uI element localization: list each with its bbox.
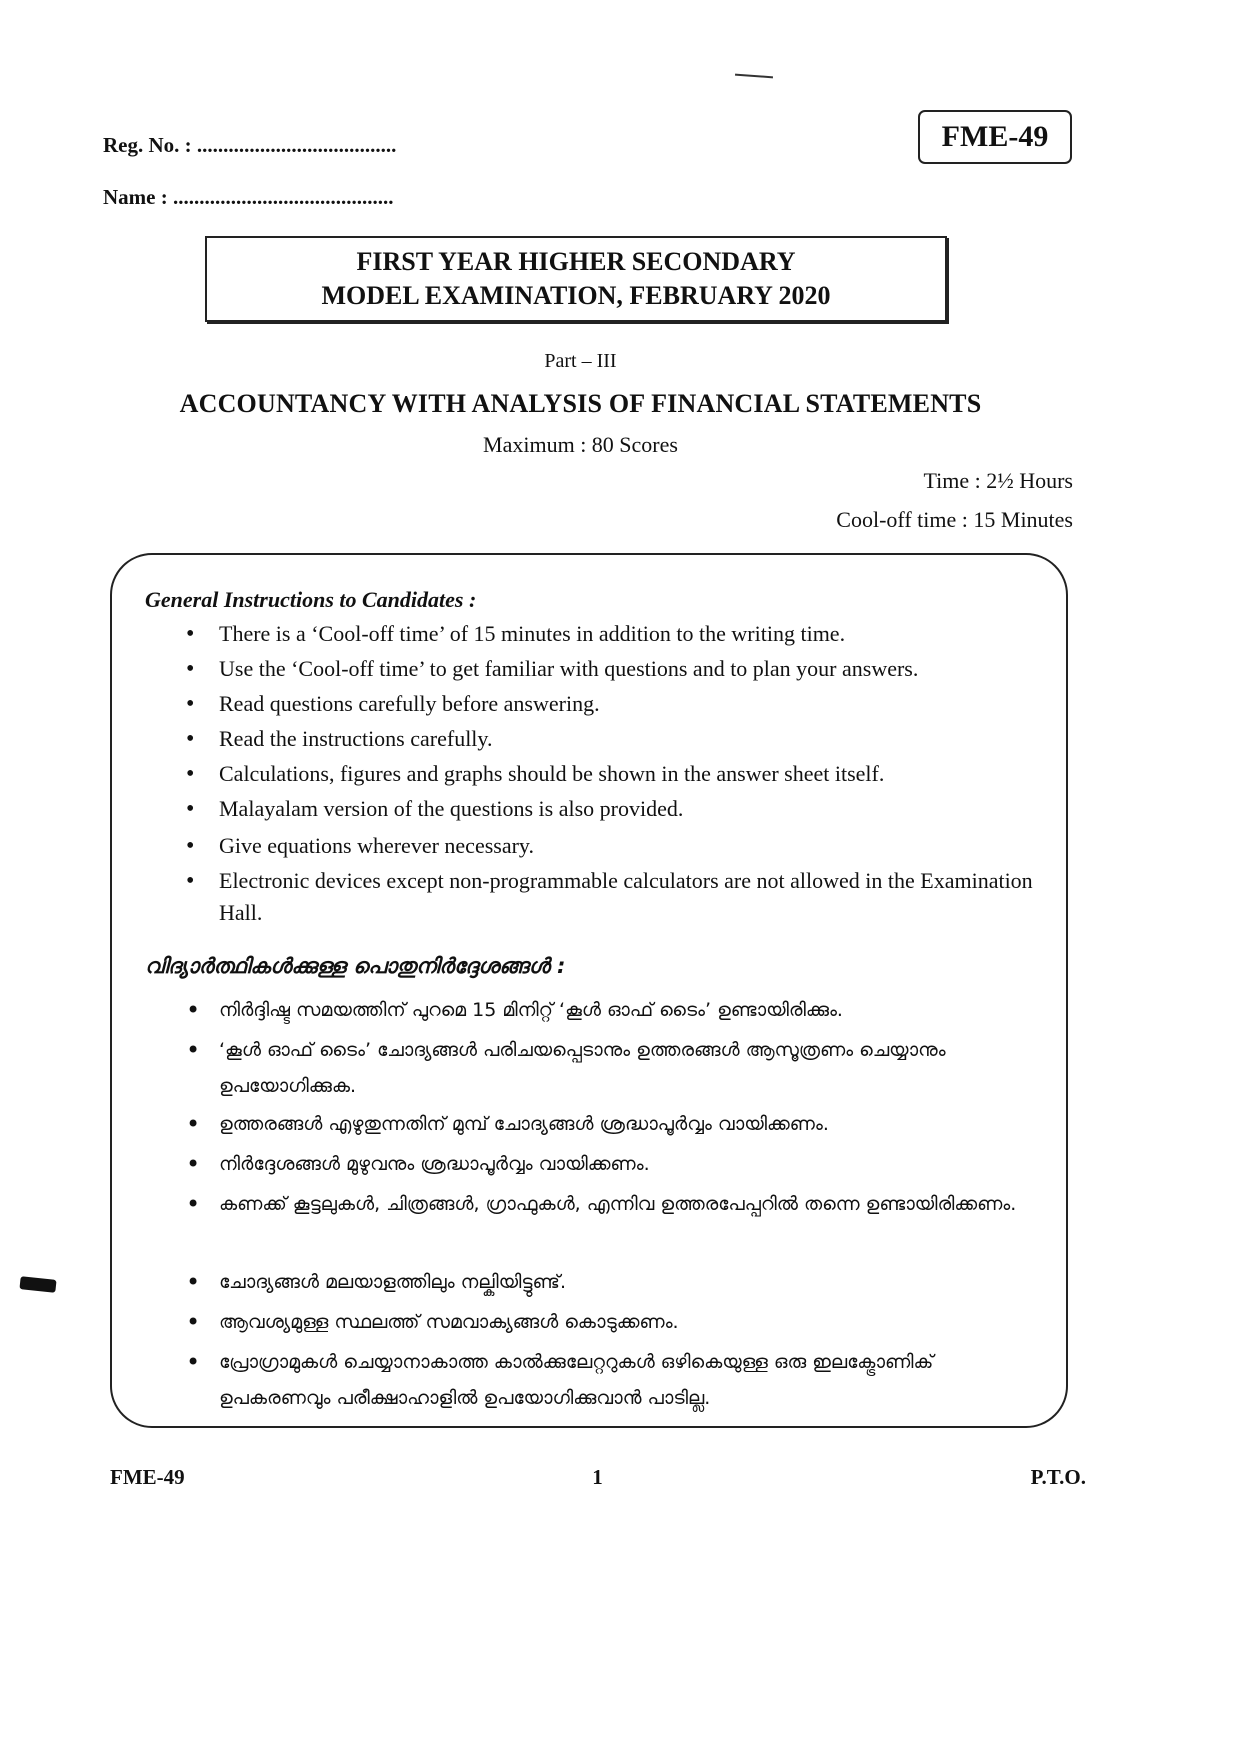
subject-title: ACCOUNTANCY WITH ANALYSIS OF FINANCIAL STATEMENTS (179, 389, 982, 418)
cool-off-time: Cool-off time : 15 Minutes (836, 507, 1073, 532)
please-turn-over: P.T.O. (1030, 1465, 1086, 1489)
time-duration: Time : 2½ Hours (923, 468, 1073, 493)
malayalam-instruction-item: • കണക്ക് കൂട്ടലുകൾ, ചിത്രങ്ങൾ, ഗ്രാഫുകൾ, എന്നിവ ഉത്തരപേപ്പറിൽ തന്നെ ഉണ്ടായിരിക്കണം. (219, 1186, 1039, 1222)
scan-artifact-mark (19, 1276, 56, 1293)
instruction-item: • Electronic devices except non-programmable calculators are not allowed in the Examination Hall. (219, 865, 1039, 929)
instruction-item: • Malayalam version of the questions is also provided. (219, 793, 1039, 825)
malayalam-instruction-item: • പ്രോഗ്രാമുകൾ ചെയ്യാനാകാത്ത കാൽക്കുലേറ്ററുകൾ ഒഴികെയുള്ള ഒരു ഇലക്ട്രോണിക് ഉപകരണവും പരീക്ഷാഹാളിൽ ഉപയോഗിക്കുവാൻ പാടില്ല. (219, 1344, 1039, 1416)
instruction-item: • Give equations wherever necessary. (219, 830, 1039, 862)
instructions-heading: General Instructions to Candidates : (145, 587, 477, 612)
name-field: Name : .......................................... (103, 185, 394, 209)
malayalam-instruction-item: • ചോദ്യങ്ങൾ മലയാളത്തിലും നല്കിയിട്ടുണ്ട്. (219, 1264, 1039, 1300)
part-label: Part – III (544, 350, 617, 372)
footer-paper-code: FME-49 (110, 1465, 185, 1489)
instruction-item: • There is a ‘Cool-off time’ of 15 minutes in addition to the writing time. (219, 618, 1039, 650)
exam-title-line2: MODEL EXAMINATION, FEBRUARY 2020 (321, 281, 831, 310)
instruction-item: • Read questions carefully before answering. (219, 688, 1039, 720)
exam-title-line1: FIRST YEAR HIGHER SECONDARY (356, 247, 796, 276)
malayalam-instruction-item: • ഉത്തരങ്ങൾ എഴുതുന്നതിന് മുമ്പ് ചോദ്യങ്ങൾ ശ്രദ്ധാപൂർവ്വം വായിക്കണം. (219, 1106, 1039, 1142)
paper-code-badge: FME-49 (918, 110, 1072, 164)
instruction-item: • Calculations, figures and graphs should be shown in the answer sheet itself. (219, 758, 1039, 790)
maximum-scores: Maximum : 80 Scores (483, 432, 678, 457)
malayalam-instruction-item: • നിർദ്ദിഷ്ട സമയത്തിന് പുറമെ 15 മിനിറ്റ് ‘കൂൾ ഓഫ് ടൈം’ ഉണ്ടായിരിക്കും. (219, 992, 1039, 1028)
malayalam-instruction-item: • നിർദ്ദേശങ്ങൾ മുഴുവനും ശ്രദ്ധാപൂർവ്വം വായിക്കണം. (219, 1146, 1039, 1182)
page-number: 1 (592, 1465, 603, 1489)
malayalam-instruction-item: • ആവശ്യമുള്ള സ്ഥലത്ത് സമവാക്യങ്ങൾ കൊടുക്കണം. (219, 1304, 1039, 1340)
instruction-item: • Use the ‘Cool-off time’ to get familiar with questions and to plan your answers. (219, 653, 1039, 685)
reg-no-field: Reg. No. : ...................................... (103, 133, 397, 157)
malayalam-instructions-heading: വിദ്യാർത്ഥികൾക്കുള്ള പൊതുനിർദ്ദേശങ്ങൾ : (145, 954, 566, 978)
malayalam-instruction-item: • ‘കൂൾ ഓഫ് ടൈം’ ചോദ്യങ്ങൾ പരിചയപ്പെടാനും ഉത്തരങ്ങൾ ആസൂത്രണം ചെയ്യാനും ഉപയോഗിക്കുക. (219, 1032, 1039, 1104)
instruction-item: • Read the instructions carefully. (219, 723, 1039, 755)
exam-title-box (205, 236, 947, 322)
scan-artifact-dash (735, 74, 773, 79)
